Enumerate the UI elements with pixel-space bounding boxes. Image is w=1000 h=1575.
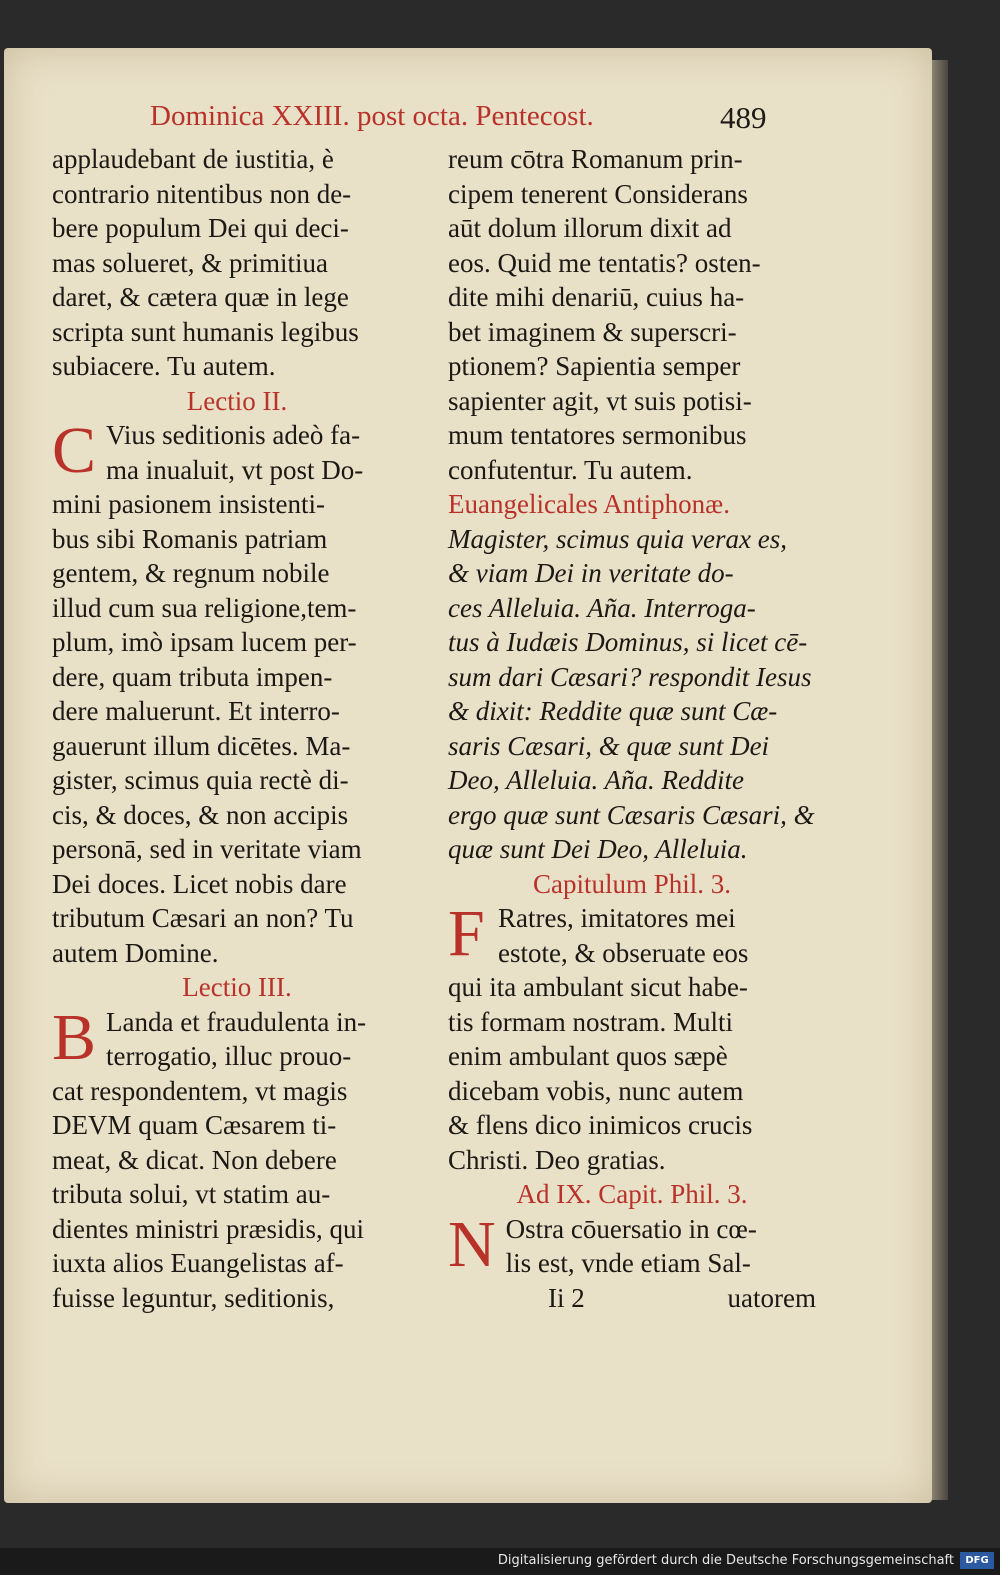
text-line: tus à Iudæis Dominus, si licet cē-	[448, 627, 808, 657]
text-line: & viam Dei in veritate do-	[448, 558, 734, 588]
text-line: autem Domine.	[52, 937, 219, 968]
text-line: reum cōtra Romanum prin-	[448, 144, 743, 174]
text-line: confutentur. Tu autem.	[448, 454, 693, 485]
dfg-logo: DFG	[960, 1552, 994, 1569]
text-line: Ostra cōuersatio in cœ-	[505, 1213, 757, 1244]
text-line: mini pasionem insistenti-	[52, 489, 325, 519]
text-line: gauerunt illum dicētes. Ma-	[52, 730, 351, 761]
text-line: contrario nitentibus non de-	[52, 178, 352, 209]
text-line: lis est, vnde etiam Sal-	[505, 1248, 751, 1278]
text-line: gister, scimus quia rectè di-	[52, 765, 349, 795]
digitization-footer	[0, 1548, 1000, 1575]
drop-cap-c: C	[52, 414, 97, 487]
text-line: sapienter agit, vt suis potisi-	[448, 385, 752, 416]
text-line: Magister, scimus quia verax es,	[448, 523, 787, 554]
text-line: enim ambulant quos sæpè	[448, 1041, 728, 1071]
text-line: Landa et fraudulenta in-	[106, 1006, 367, 1037]
right-column	[448, 142, 816, 1315]
capitulum-text-first	[448, 897, 816, 970]
ad-ix-text-first	[448, 1207, 816, 1281]
left-text-block-c-first	[52, 1000, 422, 1074]
signature-line	[448, 1281, 816, 1316]
text-line: & flens dico inimicos crucis	[448, 1110, 753, 1140]
text-line: dite mihi denariū, cuius ha-	[448, 282, 745, 312]
text-line: tis formam nostram. Multi	[448, 1006, 733, 1037]
left-text-block-c	[52, 1074, 422, 1316]
text-line: ptionem? Sapientia semper	[448, 351, 741, 381]
text-line: aūt dolum illorum dixit ad	[448, 213, 732, 243]
text-line: quæ sunt Dei Deo, Alleluia.	[448, 834, 748, 864]
text-line: dientes ministri præsidis, qui	[52, 1213, 365, 1244]
lectio-2-initial-block	[52, 414, 422, 487]
text-line: mum tentatores sermonibus	[448, 420, 747, 450]
signature-mark: Ii 2	[548, 1282, 585, 1313]
text-line: personā, sed in veritate viam	[52, 834, 362, 864]
text-line: saris Cæsari, & quæ sunt Dei	[448, 730, 770, 761]
left-column	[52, 142, 422, 1315]
text-line: dere maluerunt. Et interro-	[52, 696, 340, 726]
footer-credit: Digitalisierung gefördert durch die Deutsche Forschungsgemeinschaft	[497, 1553, 954, 1568]
drop-cap-n: N	[448, 1207, 496, 1281]
text-line: dere, quam tributa impen-	[52, 661, 333, 692]
text-line: terrogatio, illuc prouo-	[106, 1041, 352, 1071]
text-line: Christi. Deo gratias.	[448, 1144, 666, 1175]
text-line: tributa solui, vt statim au-	[52, 1179, 331, 1209]
text-line: bus sibi Romanis patriam	[52, 523, 328, 554]
text-line: ergo quæ sunt Cæsaris Cæsari, &	[448, 799, 815, 830]
folio-number: 489	[720, 100, 767, 135]
text-line: ma inualuit, vt post Do-	[106, 454, 364, 485]
text-line: mas solueret, & primitiua	[52, 247, 328, 278]
antiphon-block	[448, 522, 816, 867]
text-line: daret, & cætera quæ in lege	[52, 282, 349, 312]
text-line: & dixit: Reddite quæ sunt Cæ-	[448, 696, 778, 726]
right-text-block-a	[448, 142, 816, 487]
text-line: Dei doces. Licet nobis dare	[52, 868, 347, 899]
text-line: fuisse leguntur, seditionis,	[52, 1282, 335, 1313]
text-line: scripta sunt humanis legibus	[52, 316, 359, 347]
text-line: Vius seditionis adeò fa-	[106, 420, 361, 450]
text-line: gentem, & regnum nobile	[52, 558, 330, 588]
page-header	[150, 100, 810, 140]
text-line: cipem tenerent Considerans	[448, 178, 748, 209]
capitulum-initial-block	[448, 897, 816, 970]
drop-cap-f: F	[448, 897, 485, 970]
text-line: subiacere. Tu autem.	[52, 351, 276, 381]
catchword: uatorem	[727, 1282, 816, 1313]
text-line: Ratres, imitatores mei	[498, 903, 736, 933]
heading-lectio-2: Lectio II.	[186, 385, 288, 416]
text-line: bet imaginem & superscri-	[448, 316, 737, 347]
text-line: applaudebant de iustitia, è	[52, 144, 334, 174]
text-line: ces Alleluia. Aña. Interroga-	[448, 592, 756, 623]
running-title: Dominica XXIII. post octa. Pentecost.	[150, 100, 594, 132]
ad-ix-initial-block	[448, 1207, 816, 1281]
text-line: dicebam vobis, nunc autem	[448, 1075, 744, 1106]
heading-ad-ix: Ad IX. Capit. Phil. 3.	[516, 1179, 748, 1209]
text-line: sum dari Cæsari? respondit Iesus	[448, 661, 812, 692]
text-line: illud cum sua religione,tem-	[52, 592, 357, 623]
text-line: DEVM quam Cæsarem ti-	[52, 1110, 337, 1140]
heading-antiphons: Euangelicales Antiphonæ.	[448, 489, 730, 519]
page-edge	[932, 60, 948, 1500]
text-line: Deo, Alleluia. Aña. Reddite	[448, 765, 744, 795]
text-line: eos. Quid me tentatis? osten-	[448, 247, 761, 278]
left-text-block-b-first	[52, 414, 422, 487]
text-line: iuxta alios Euangelistas af-	[52, 1248, 344, 1278]
left-text-block-a	[52, 142, 422, 384]
text-line: estote, & obseruate eos	[498, 937, 749, 968]
lectio-3-initial-block	[52, 1000, 422, 1074]
text-line: bere populum Dei qui deci-	[52, 213, 349, 243]
text-line: cis, & doces, & non accipis	[52, 799, 349, 830]
text-line: plum, imò ipsam lucem per-	[52, 627, 357, 657]
text-line: qui ita ambulant sicut habe-	[448, 972, 748, 1002]
drop-cap-b: B	[52, 1000, 97, 1074]
text-line: tributum Cæsari an non? Tu	[52, 903, 354, 933]
heading-capitulum: Capitulum Phil. 3.	[532, 868, 732, 899]
left-text-block-b	[52, 487, 422, 970]
text-line: meat, & dicat. Non debere	[52, 1144, 337, 1175]
capitulum-text	[448, 970, 816, 1177]
heading-lectio-3: Lectio III.	[182, 972, 292, 1002]
text-line: cat respondentem, vt magis	[52, 1075, 348, 1106]
